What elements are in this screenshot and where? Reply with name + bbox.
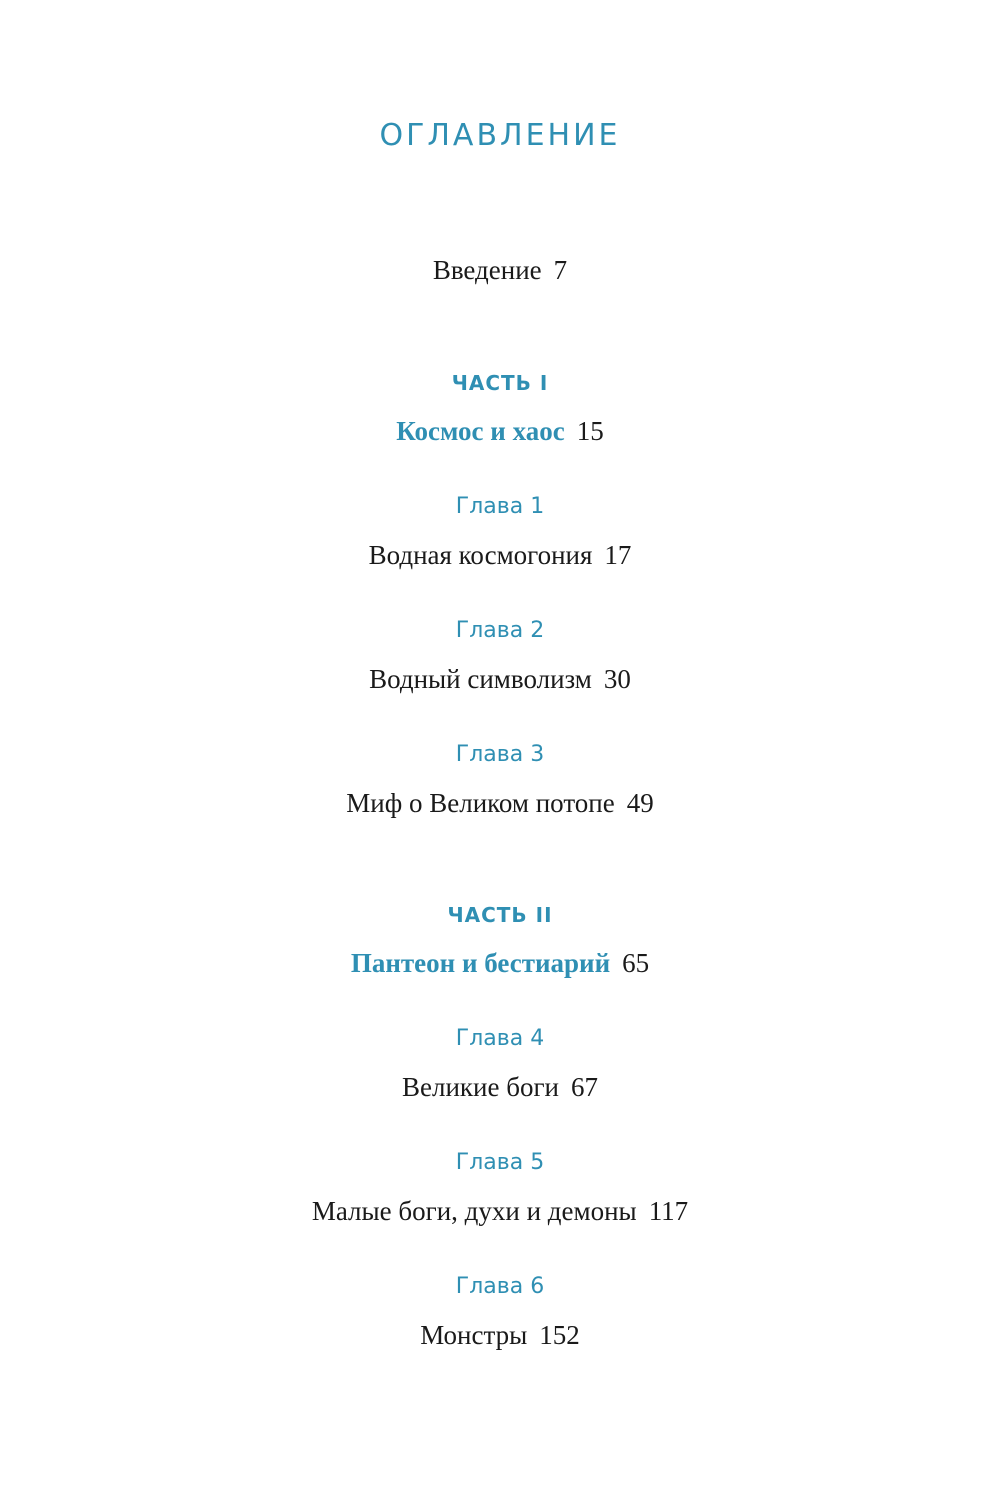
entry-title: Водная космогония [368, 540, 593, 570]
part-title-text: Пантеон и бестиарий [350, 948, 611, 978]
toc-entry-chapter-1[interactable] [0, 540, 1000, 571]
page-number: 17 [604, 540, 632, 570]
chapter-1-label: Глава 1 [455, 494, 545, 519]
toc-entry-chapter-6[interactable] [0, 1320, 1000, 1351]
entry-title: Введение [432, 255, 542, 285]
chapter-5-label: Глава 5 [455, 1150, 545, 1175]
chapter-6-label: Глава 6 [455, 1274, 545, 1299]
page-number: 65 [622, 948, 650, 978]
page-number: 117 [648, 1196, 689, 1226]
part-2-title[interactable] [0, 948, 1000, 979]
entry-title: Малые боги, духи и демоны [311, 1196, 637, 1226]
toc-title: ОГЛАВЛЕНИЕ [379, 118, 621, 153]
entry-title: Монстры [420, 1320, 528, 1350]
page-number: 15 [576, 416, 604, 446]
toc-entry-chapter-3[interactable] [0, 788, 1000, 819]
part-title-text: Космос и хаос [396, 416, 565, 446]
toc-entry-chapter-2[interactable] [0, 664, 1000, 695]
page-number: 30 [603, 664, 631, 694]
toc-entry-introduction[interactable] [0, 255, 1000, 286]
chapter-4-label: Глава 4 [455, 1026, 545, 1051]
entry-title: Водный символизм [369, 664, 592, 694]
page-number: 7 [553, 255, 568, 285]
part-1-title[interactable] [0, 416, 1000, 447]
part-2-label: ЧАСТЬ II [447, 903, 553, 927]
page-number: 67 [570, 1072, 598, 1102]
entry-title: Великие боги [402, 1072, 559, 1102]
part-1-label: ЧАСТЬ I [451, 371, 549, 395]
page-number: 152 [539, 1320, 580, 1350]
entry-title: Миф о Великом потопе [346, 788, 615, 818]
chapter-2-label: Глава 2 [455, 618, 545, 643]
toc-entry-chapter-4[interactable] [0, 1072, 1000, 1103]
chapter-3-label: Глава 3 [455, 742, 545, 767]
toc-entry-chapter-5[interactable] [0, 1196, 1000, 1227]
page-number: 49 [626, 788, 654, 818]
